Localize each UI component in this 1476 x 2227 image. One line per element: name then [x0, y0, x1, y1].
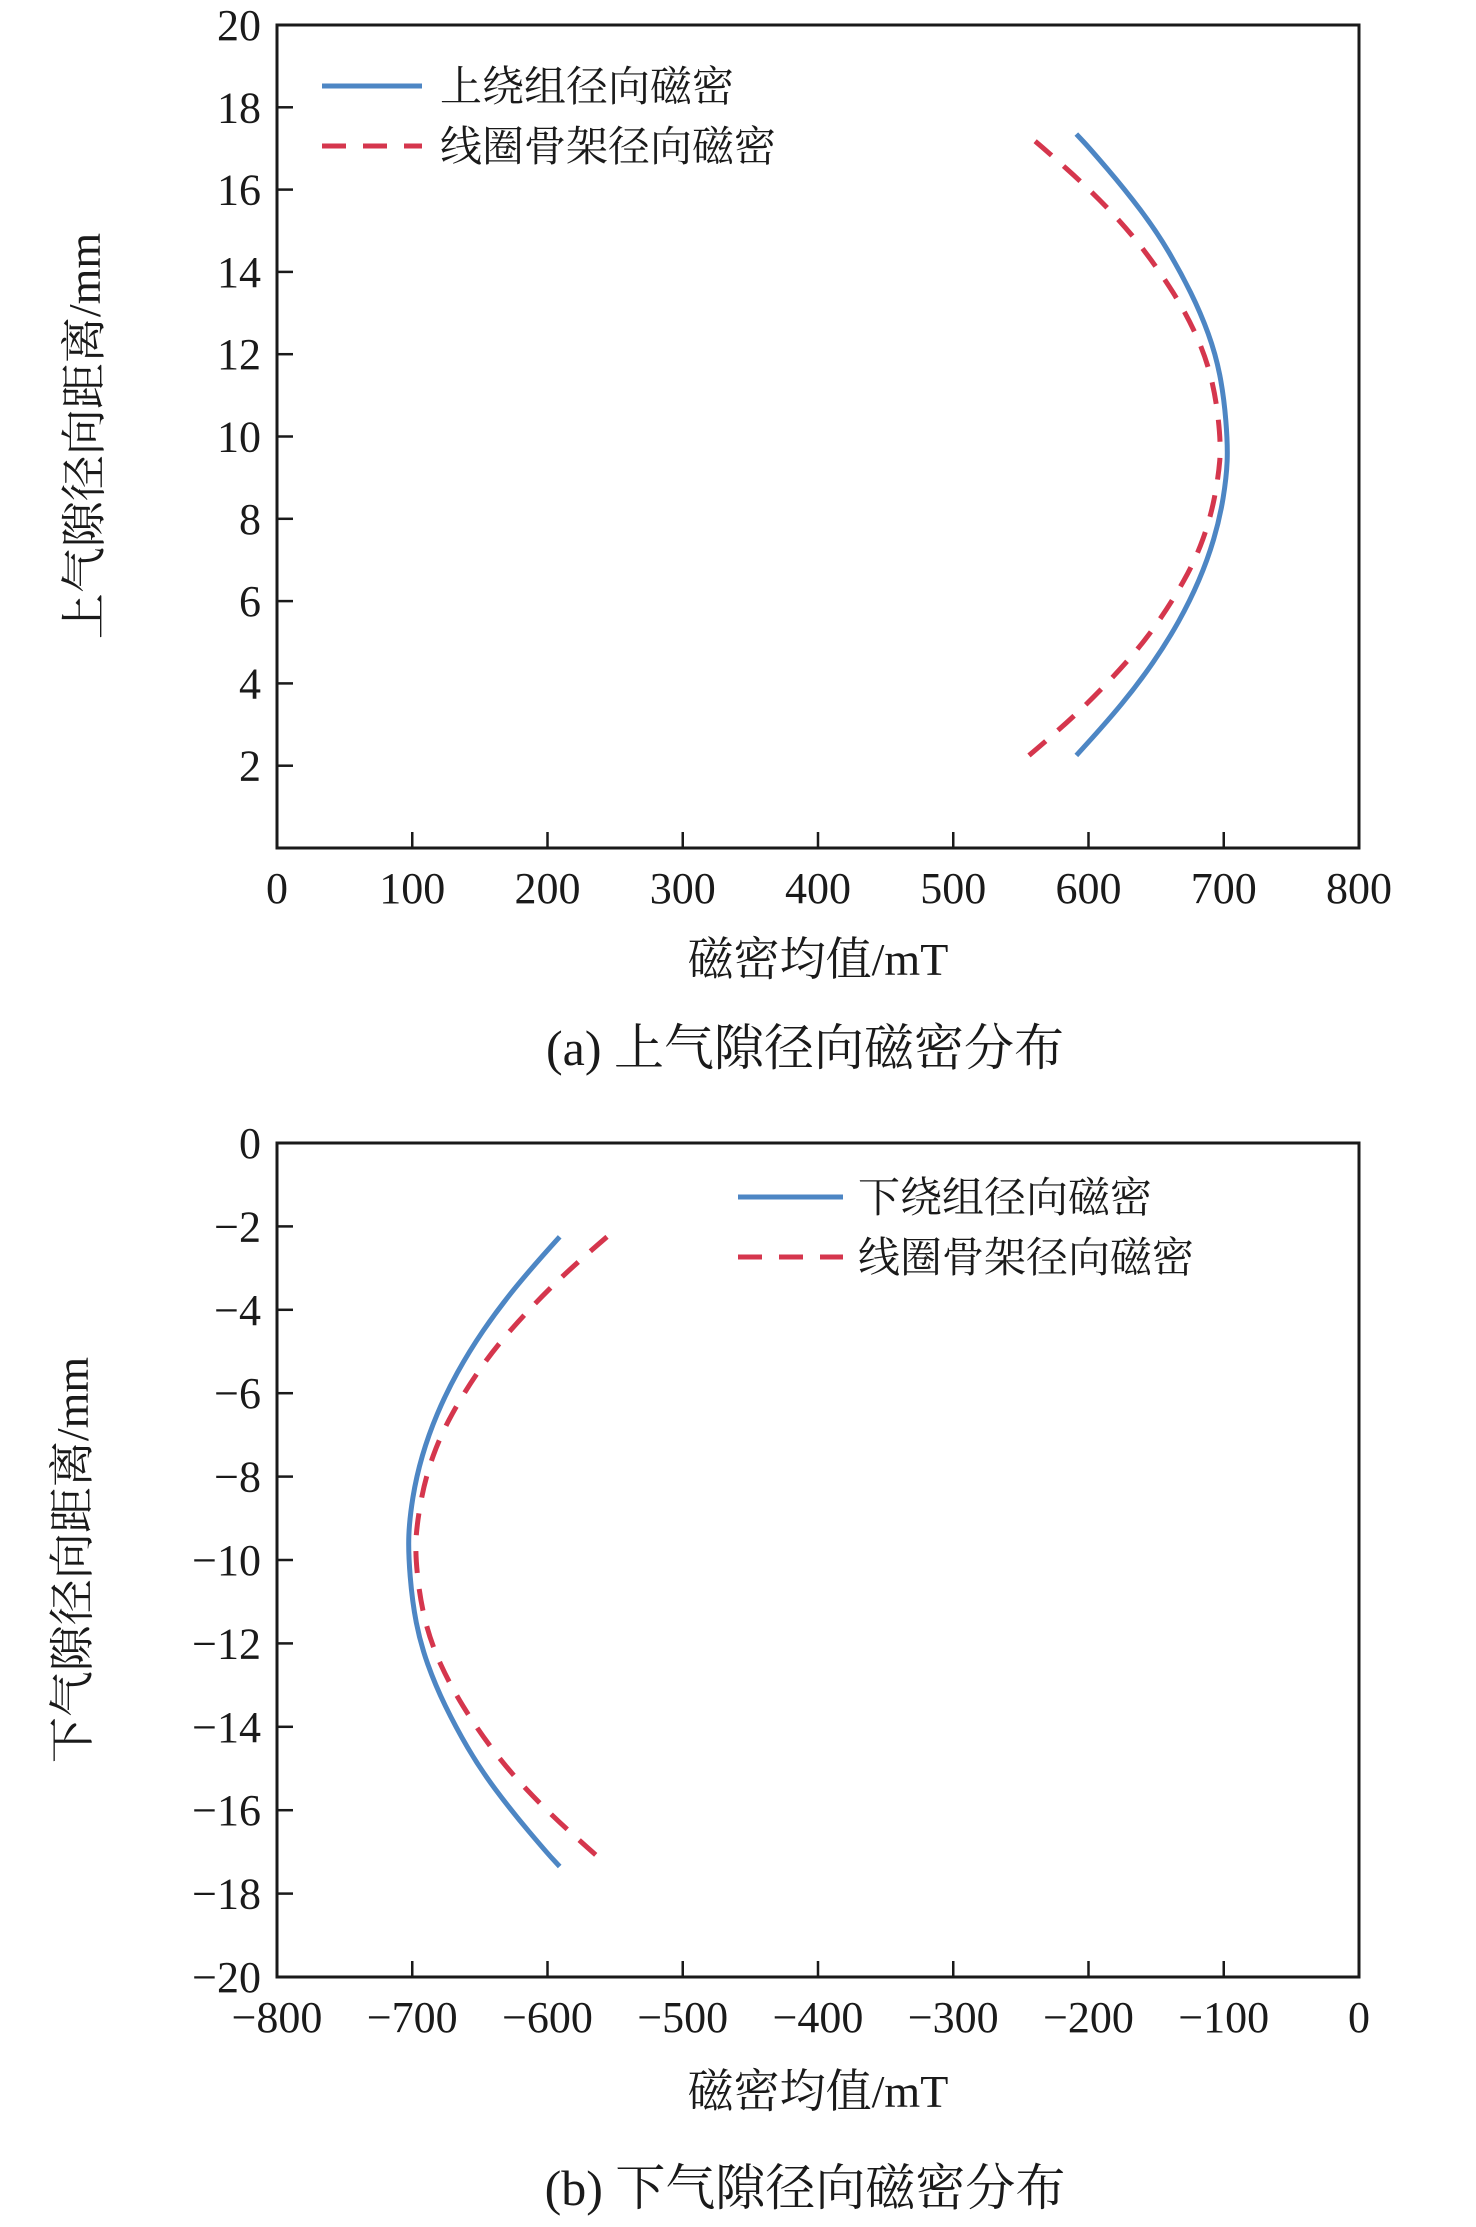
y-tick-label: 8	[239, 494, 261, 544]
x-tick-label: −800	[231, 1993, 323, 2042]
y-tick-label: 20	[217, 1, 261, 50]
x-tick-label: −700	[366, 1993, 458, 2042]
plot-a-y-axis-title: 上气隙径向距离/mm	[59, 232, 110, 640]
curve-winding	[1076, 134, 1227, 755]
curve-bobbin	[416, 1237, 607, 1865]
plot-frame	[277, 1143, 1359, 1977]
y-tick-label: 16	[217, 165, 261, 215]
x-tick-label: −200	[1043, 1993, 1134, 2042]
y-tick-label: 2	[239, 741, 261, 791]
x-tick-label: −100	[1178, 1993, 1270, 2042]
y-tick-label: −6	[214, 1369, 261, 1419]
x-tick-label: 0	[1348, 1993, 1370, 2042]
x-tick-label: 500	[920, 864, 987, 913]
curve-winding	[409, 1237, 560, 1867]
x-tick-label: −600	[502, 1993, 593, 2042]
y-tick-label: 10	[217, 412, 261, 462]
y-tick-label: −8	[214, 1452, 261, 1502]
x-tick-label: 600	[1055, 864, 1122, 913]
x-tick-label: 100	[379, 864, 446, 913]
plot-b-y-axis-title: 下气隙径向距离/mm	[47, 1356, 98, 1764]
y-tick-label: −4	[214, 1285, 261, 1335]
plot-a	[217, 1, 1392, 913]
x-tick-label: −500	[637, 1993, 729, 2042]
x-tick-label: 400	[785, 864, 851, 913]
curve-bobbin	[1029, 136, 1220, 755]
plot-a-x-axis-title: 磁密均值/mT	[687, 934, 949, 985]
plot-a-caption: (a) 上气隙径向磁密分布	[546, 1020, 1064, 1076]
y-tick-label: 6	[239, 577, 261, 627]
y-tick-label: −20	[192, 1953, 261, 2002]
y-tick-label: −18	[192, 1869, 261, 1919]
legend-label: 线圈骨架径向磁密	[440, 125, 777, 171]
x-tick-label: −300	[907, 1993, 999, 2042]
y-tick-label: −10	[192, 1536, 261, 1585]
y-tick-label: 12	[217, 330, 261, 380]
y-tick-label: −12	[192, 1619, 261, 1669]
y-tick-label: −14	[192, 1702, 261, 1752]
x-tick-label: 700	[1190, 864, 1257, 913]
legend-label: 上绕组径向磁密	[440, 65, 735, 111]
y-tick-label: −16	[192, 1786, 261, 1836]
x-tick-label: 800	[1326, 864, 1392, 913]
y-tick-label: −2	[214, 1202, 261, 1252]
x-tick-label: 0	[266, 864, 288, 913]
x-tick-label: 300	[649, 864, 716, 913]
y-tick-label: 4	[239, 659, 261, 709]
y-tick-label: 0	[239, 1119, 261, 1168]
plot-b	[192, 1119, 1370, 2042]
legend-label: 线圈骨架径向磁密	[858, 1236, 1195, 1282]
x-tick-label: 200	[514, 864, 581, 913]
y-tick-label: 14	[217, 247, 261, 297]
legend-label: 下绕组径向磁密	[858, 1176, 1153, 1222]
y-tick-label: 18	[217, 83, 261, 133]
x-tick-label: −400	[772, 1993, 864, 2042]
plot-b-caption: (b) 下气隙径向磁密分布	[544, 2160, 1066, 2216]
plot-b-x-axis-title: 磁密均值/mT	[687, 2066, 949, 2117]
